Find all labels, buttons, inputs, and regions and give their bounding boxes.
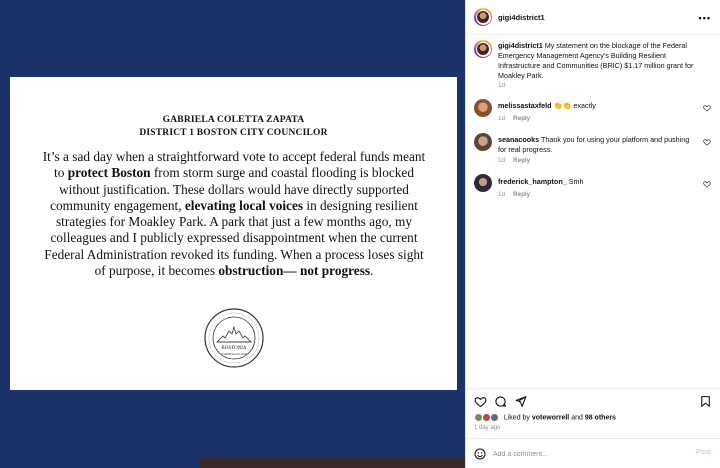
commenter-avatar[interactable]: [474, 99, 492, 117]
bookmark-icon[interactable]: [699, 395, 712, 408]
comment: [498, 177, 698, 187]
councilor-name: GABRIELA COLETTA ZAPATA: [162, 115, 305, 125]
heart-icon[interactable]: [703, 180, 711, 188]
caption-text: My statement on the blockage of the Federal Emergency Management Agency's Building Resilient Infrastructure and Communities (BRIC) $1.17 million grant for Moakley Park.: [498, 41, 694, 80]
statement-bold: obstruction— not progress: [218, 263, 371, 279]
post-button[interactable]: Post: [695, 449, 711, 456]
more-icon[interactable]: •••: [698, 13, 711, 23]
likes-others[interactable]: 98 others: [584, 414, 616, 422]
statement-part: in designing resilient strategies for Moakley Park. A park that just a few months ago, my colleagues and I publicly expressed disappointment when the current Federal Administration revoked its funding. When a process loses sight of purpose, it becomes: [44, 197, 424, 279]
background-strip: [200, 458, 465, 468]
caption-avatar[interactable]: [474, 40, 492, 58]
seal-subtext: CONDITA AD 1630: [221, 352, 247, 356]
statement-part: .: [370, 263, 374, 279]
comment-input[interactable]: [493, 447, 673, 461]
post-side-panel: [465, 0, 720, 468]
statement-part: It’s a sad day when a straightforward vote to accept federal funds meant to: [42, 149, 426, 181]
comment-username[interactable]: melissastaxfeld: [498, 101, 552, 110]
comment-age: 1d: [498, 115, 506, 122]
statement-image: [10, 77, 457, 390]
reply-button[interactable]: Reply: [513, 191, 531, 198]
author-avatar[interactable]: [474, 8, 492, 26]
author-username[interactable]: gigi4district1: [498, 13, 545, 22]
comment-username[interactable]: seanacooks: [498, 135, 540, 144]
statement-bold: protect Boston: [67, 165, 151, 181]
post-date: 1 day ago: [474, 425, 501, 431]
seal-text: BOSTONIA: [221, 346, 247, 351]
commenter-avatar[interactable]: [474, 174, 492, 192]
comment: [498, 101, 698, 111]
liker-avatar: [490, 413, 499, 422]
comment-composer: [466, 438, 720, 468]
likes-user[interactable]: voteworrell: [531, 414, 570, 422]
comment-text: 👏👏 exactly: [553, 101, 596, 110]
caption-meta: [498, 82, 513, 89]
comment-text: Smh: [568, 177, 584, 186]
statement-text: [38, 149, 430, 279]
comment-icon[interactable]: [494, 395, 507, 408]
emoji-icon[interactable]: [474, 448, 486, 460]
heart-icon[interactable]: [703, 138, 711, 146]
boston-city-seal: [203, 307, 265, 369]
reply-button[interactable]: Reply: [513, 157, 531, 164]
likes-prefix: Liked by: [503, 414, 532, 422]
commenter-avatar[interactable]: [474, 133, 492, 151]
action-bar: [466, 388, 720, 408]
comment-age: 1d: [498, 191, 506, 198]
comment-text: Thank you for using your platform and pushing for real progress.: [498, 135, 690, 154]
reply-button[interactable]: Reply: [513, 115, 531, 122]
caption-age: 1d: [498, 82, 506, 89]
statement-part: from storm surge and coastal flooding is blocked without justification. These dollars would have directly supported community engagement,: [50, 165, 414, 213]
councilor-title: DISTRICT 1 BOSTON CITY COUNCILOR: [139, 128, 328, 138]
heart-icon[interactable]: [703, 104, 711, 112]
post-header: [466, 0, 720, 35]
comment-meta: [498, 115, 538, 122]
caption-username[interactable]: gigi4district1: [498, 41, 543, 50]
heart-icon[interactable]: [474, 395, 487, 408]
comment: [498, 135, 698, 155]
comment-meta: [498, 191, 538, 198]
comment-meta: [498, 157, 538, 164]
share-icon[interactable]: [514, 395, 527, 408]
likes-summary[interactable]: [474, 413, 616, 422]
likes-mid: and: [569, 414, 585, 422]
comment-age: 1d: [498, 157, 506, 164]
letterhead: [10, 114, 457, 140]
post-caption: [498, 41, 708, 81]
statement-bold: elevating local voices: [184, 197, 304, 213]
comment-username[interactable]: frederick_hampton_: [498, 177, 567, 186]
